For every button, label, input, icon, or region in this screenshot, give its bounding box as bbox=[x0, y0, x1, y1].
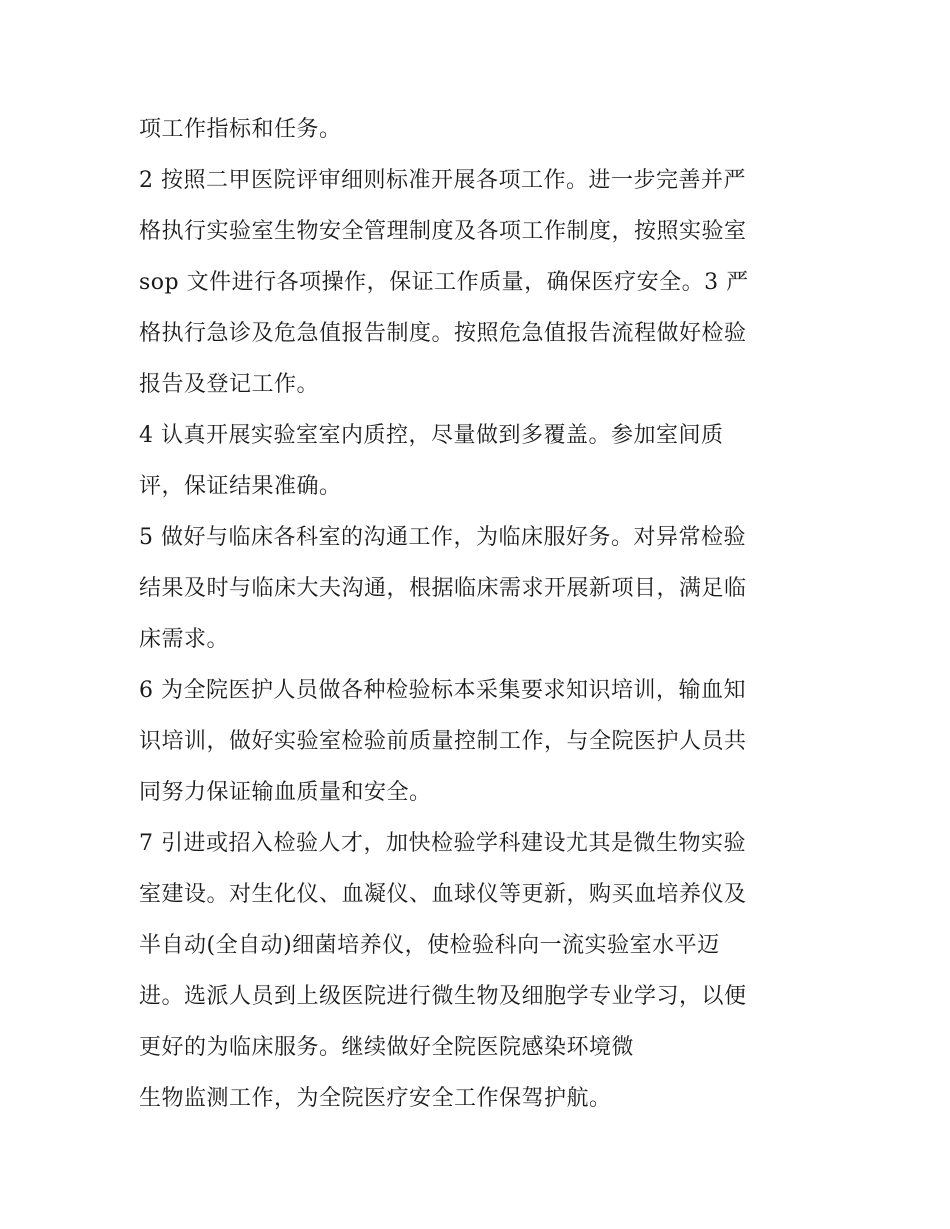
text-line: 同努力保证输血质量和安全。 bbox=[139, 780, 432, 805]
text-line: 生物监测工作，为全院医疗安全工作保驾护航。 bbox=[139, 1086, 612, 1111]
text-line: 评，保证结果准确。 bbox=[139, 474, 342, 499]
text-line: 格执行实验室生物安全管理制度及各项工作制度，按照实验室 bbox=[139, 219, 747, 244]
text-line: 报告及登记工作。 bbox=[139, 372, 320, 397]
body-text bbox=[139, 104, 819, 1124]
text-line: 更好的为临床服务。继续做好全院医院感染环境微 bbox=[139, 1035, 635, 1060]
text-line: 格执行急诊及危急值报告制度。按照危急值报告流程做好检验 bbox=[139, 321, 747, 346]
text-line: 7 引进或招入检验人才，加快检验学科建设尤其是微生物实验 bbox=[139, 831, 746, 856]
text-line: 6 为全院医护人员做各种检验标本采集要求知识培训，输血知 bbox=[139, 678, 746, 703]
text-line: 项工作指标和任务。 bbox=[139, 117, 342, 142]
text-line: 结果及时与临床大夫沟通，根据临床需求开展新项目，满足临 bbox=[139, 576, 747, 601]
text-line: 2 按照二甲医院评审细则标准开展各项工作。进一步完善并严 bbox=[139, 168, 746, 193]
text-line: 识培训，做好实验室检验前质量控制工作，与全院医护人员共 bbox=[139, 729, 747, 754]
text-line: 半自动(全自动)细菌培养仪，使检验科向一流实验室水平迈 bbox=[139, 933, 720, 958]
text-line: sop 文件进行各项操作，保证工作质量，确保医疗安全。3 严 bbox=[139, 270, 749, 295]
text-line: 床需求。 bbox=[139, 627, 230, 652]
text-line: 室建设。对生化仪、血凝仪、血球仪等更新，购买血培养仪及 bbox=[139, 882, 747, 907]
text-line: 进。选派人员到上级医院进行微生物及细胞学专业学习，以便 bbox=[139, 984, 747, 1009]
text-line: 4 认真开展实验室室内质控，尽量做到多覆盖。参加室间质 bbox=[139, 423, 724, 448]
text-line: 5 做好与临床各科室的沟通工作，为临床服好务。对异常检验 bbox=[139, 525, 746, 550]
